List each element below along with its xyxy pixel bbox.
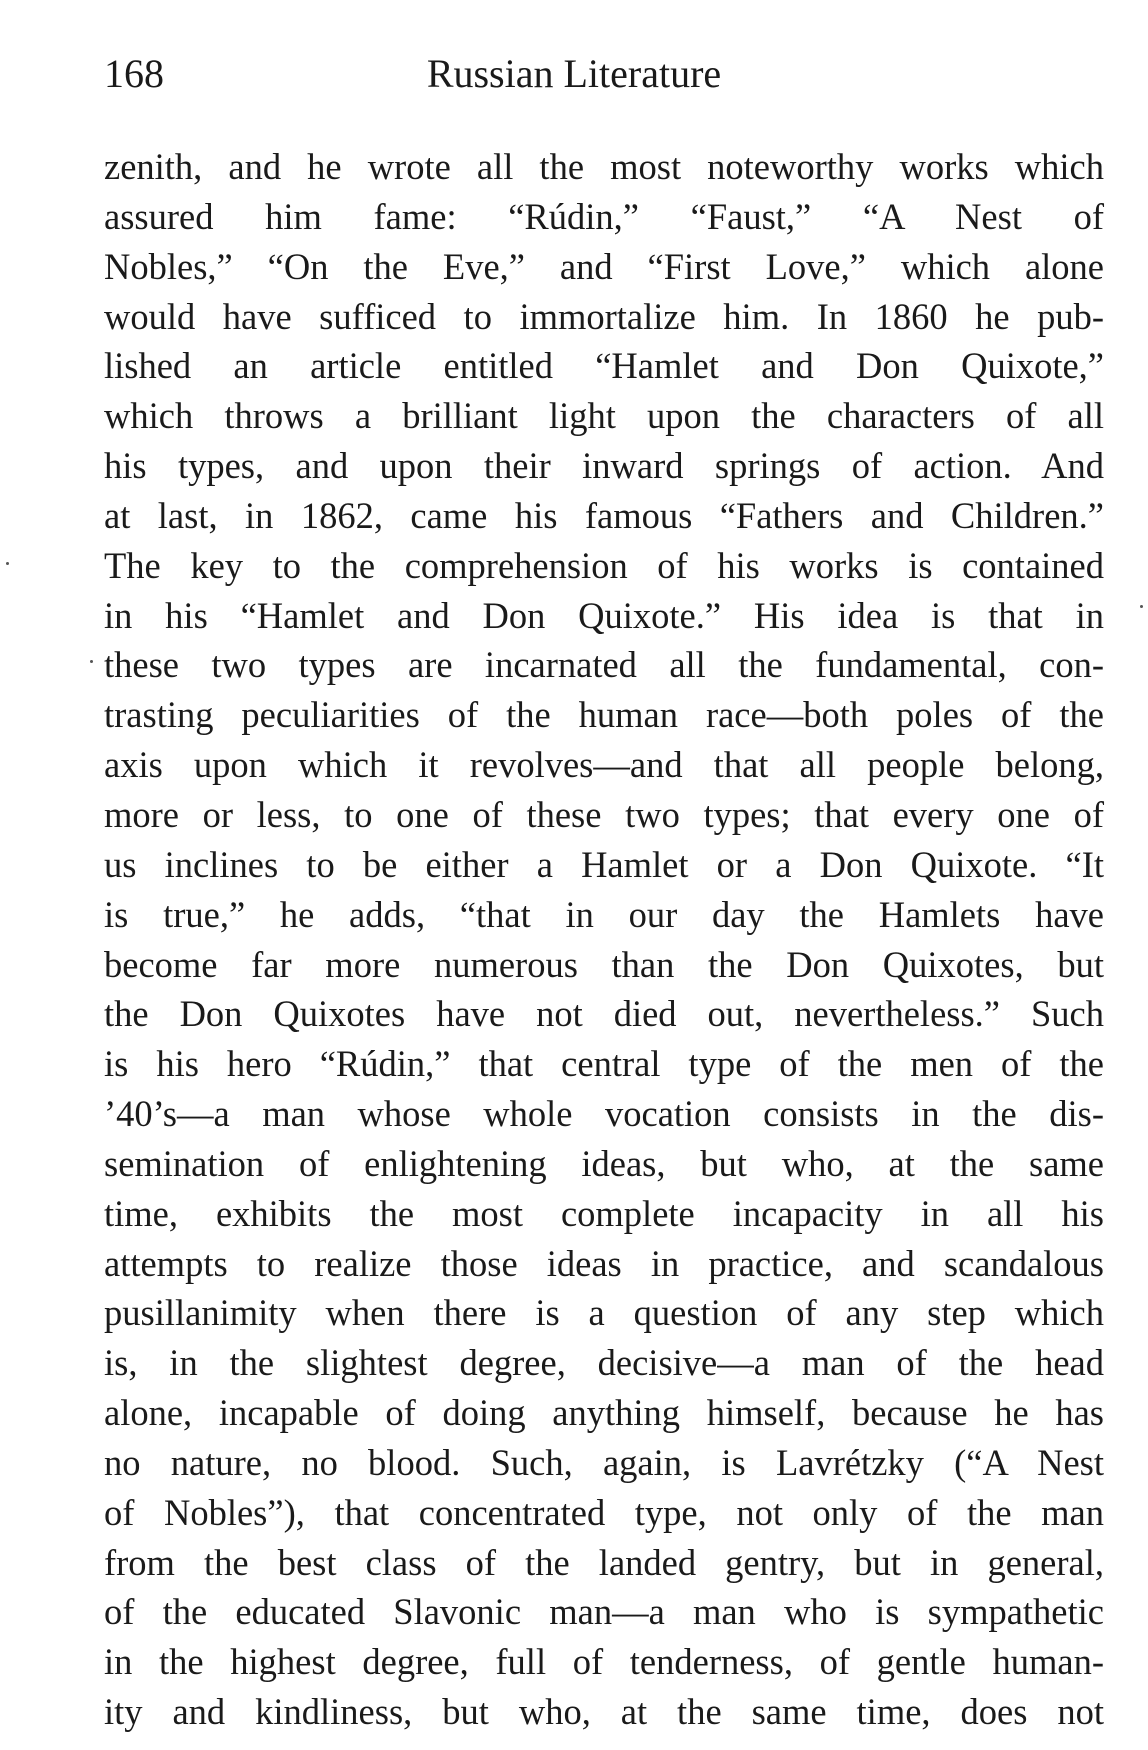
text-line: is, in the slightest degree, decisive—a man of the head	[104, 1342, 1104, 1384]
text-line: his types, and upon their inward springs of action. And	[104, 445, 1104, 487]
text-line: no nature, no blood. Such, again, is Lavrétzky (“A Nest	[104, 1441, 1104, 1483]
text-line: us inclines to be either a Hamlet or a Don Quixote. “It	[104, 843, 1104, 885]
text-line: is true,” he adds, “that in our day the Hamlets have	[104, 893, 1104, 935]
page-header	[104, 44, 1004, 104]
text-line: alone, incapable of doing anything himself, because he has	[104, 1392, 1104, 1434]
text-line: is his hero “Rúdin,” that central type of the men of the	[104, 1043, 1104, 1085]
text-line: these two types are incarnated all the fundamental, con-	[104, 644, 1104, 686]
margin-speck	[1140, 605, 1143, 608]
text-line: which throws a brilliant light upon the characters of all	[104, 395, 1104, 437]
text-line: The key to the comprehension of his works is contained	[104, 544, 1104, 586]
text-line: trasting peculiarities of the human race—both poles of the	[104, 694, 1104, 736]
text-line: time, exhibits the most complete incapacity in all his	[104, 1192, 1104, 1234]
text-line: of Nobles”), that concentrated type, not only of the man	[104, 1491, 1104, 1533]
text-line: pusillanimity when there is a question of any step which	[104, 1292, 1104, 1334]
text-line: axis upon which it revolves—and that all people belong,	[104, 744, 1104, 786]
text-line: ity and kindliness, but who, at the same time, does not	[104, 1691, 1104, 1733]
text-line: the Don Quixotes have not died out, nevertheless.” Such	[104, 993, 1104, 1035]
text-line: semination of enlightening ideas, but who, at the same	[104, 1142, 1104, 1184]
text-line: Nobles,” “On the Eve,” and “First Love,” which alone	[104, 245, 1104, 287]
running-title: Russian Literature	[426, 51, 722, 96]
text-line: become far more numerous than the Don Quixotes, but	[104, 943, 1104, 985]
text-line: attempts to realize those ideas in practice, and scandalous	[104, 1242, 1104, 1284]
text-line: at last, in 1862, came his famous “Fathers and Children.”	[104, 494, 1104, 536]
text-line: from the best class of the landed gentry, but in general,	[104, 1541, 1104, 1583]
text-line: lished an article entitled “Hamlet and Don Quixote,”	[104, 345, 1104, 387]
text-line: ’40’s—a man whose whole vocation consists in the dis-	[104, 1093, 1104, 1135]
page-number: 168	[104, 51, 164, 96]
text-line: in the highest degree, full of tenderness, of gentle human-	[104, 1641, 1104, 1683]
text-line: more or less, to one of these two types; that every one of	[104, 793, 1104, 835]
text-line: of the educated Slavonic man—a man who is sympathetic	[104, 1591, 1104, 1633]
text-line: would have sufficed to immortalize him. In 1860 he pub-	[104, 295, 1104, 337]
text-line: assured him fame: “Rúdin,” “Faust,” “A Nest of	[104, 195, 1104, 237]
text-line: in his “Hamlet and Don Quixote.” His idea is that in	[104, 594, 1104, 636]
body-text	[104, 142, 1104, 1737]
text-line: zenith, and he wrote all the most noteworthy works which	[104, 146, 1104, 187]
margin-speck	[6, 562, 9, 565]
margin-speck	[90, 660, 93, 663]
